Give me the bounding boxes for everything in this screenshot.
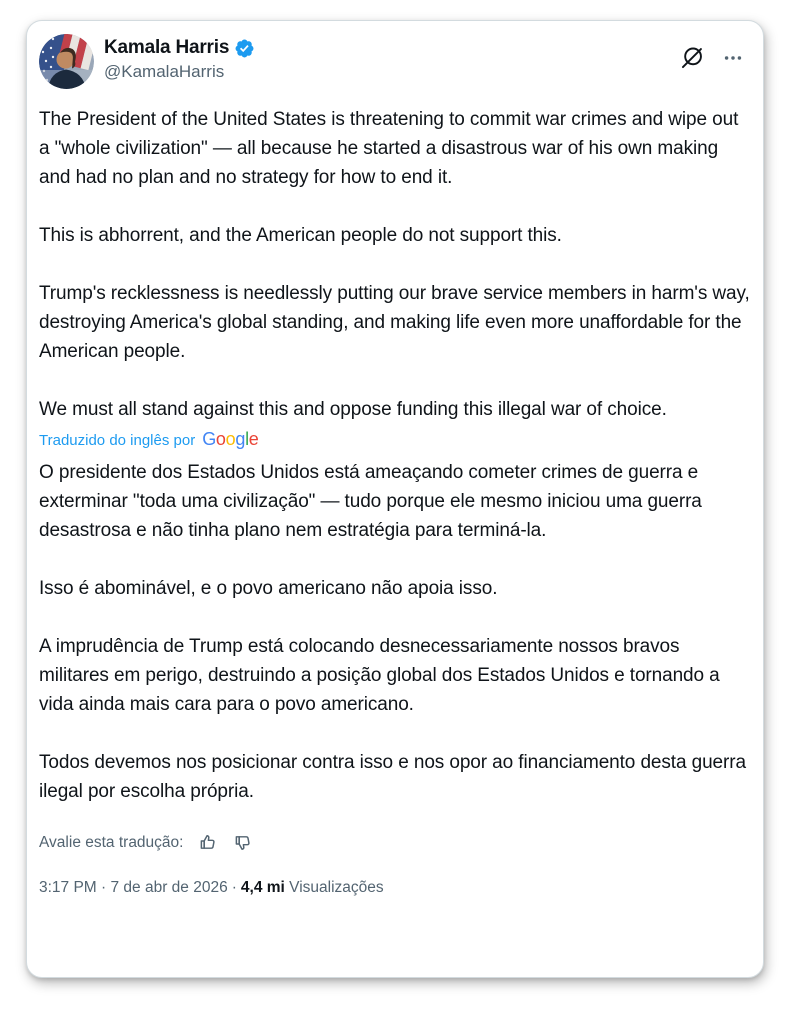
tweet-text-portuguese	[39, 458, 752, 806]
google-letter: G	[202, 429, 216, 449]
header-actions	[679, 34, 752, 71]
tweet-paragraph: The President of the United States is threatening to commit war crimes and wipe out a "whole civilization" — all because he started a disastrous war of his own making and had no plan and no strategy for how to end it.	[39, 109, 739, 188]
display-name[interactable]: Kamala Harris	[104, 37, 230, 58]
avatar[interactable]	[39, 34, 94, 89]
translation-attribution[interactable]	[39, 429, 752, 450]
meta-separator: ·	[231, 879, 237, 896]
tweet-paragraph: Trump's recklessness is needlessly putting our brave service members in harm's way, destroying America's global standing, and making life even more unaffordable for the American people.	[39, 283, 750, 362]
tweet-meta	[39, 879, 752, 897]
tweet-card	[26, 20, 764, 978]
views-count: 4,4 mi	[240, 879, 285, 896]
verified-badge-icon	[234, 38, 255, 59]
grok-icon[interactable]	[679, 44, 706, 71]
name-block	[104, 34, 255, 82]
tweet-paragraph-translated: O presidente dos Estados Unidos está ameaçando cometer crimes de guerra e exterminar "toda uma civilização" — tudo porque ele mesmo iniciou uma guerra desastrosa e não tinha plano nem estratégia para terminá-la.	[39, 462, 702, 541]
tweet-paragraph-translated: A imprudência de Trump está colocando desnecessariamente nossos bravos militares em perigo, destruindo a posição global dos Estados Unidos e tornando a vida ainda mais cara para o povo americano.	[39, 636, 720, 715]
tweet-paragraph-translated: Isso é abominável, e o povo americano não apoia isso.	[39, 578, 498, 599]
google-letter: e	[248, 429, 259, 449]
user-handle[interactable]: @KamalaHarris	[104, 62, 225, 81]
google-logo	[202, 429, 258, 450]
tweet-paragraph: We must all stand against this and oppose funding this illegal war of choice.	[39, 399, 667, 420]
google-letter: o	[225, 429, 236, 449]
rate-translation-label: Avalie esta tradução:	[39, 833, 184, 851]
timestamp[interactable]: 3:17 PM · 7 de abr de 2026	[39, 879, 228, 896]
tweet-paragraph-translated: Todos devemos nos posicionar contra isso e nos opor ao financiamento desta guerra ilegal por escolha própria.	[39, 752, 746, 802]
views-label: Visualizações	[289, 879, 384, 896]
google-letter: l	[245, 429, 249, 449]
tweet-text-english	[39, 105, 752, 424]
avatar-image	[39, 34, 94, 89]
rate-translation-row	[39, 832, 752, 853]
tweet-paragraph: This is abhorrent, and the American people do not support this.	[39, 225, 562, 246]
google-letter: g	[235, 429, 246, 449]
thumbs-down-icon[interactable]	[232, 832, 253, 853]
more-menu-icon[interactable]	[722, 47, 744, 69]
thumbs-up-icon[interactable]	[197, 832, 218, 853]
google-letter: o	[215, 429, 226, 449]
tweet-header	[39, 34, 752, 89]
translation-attribution-label: Traduzido do inglês por	[39, 432, 196, 449]
